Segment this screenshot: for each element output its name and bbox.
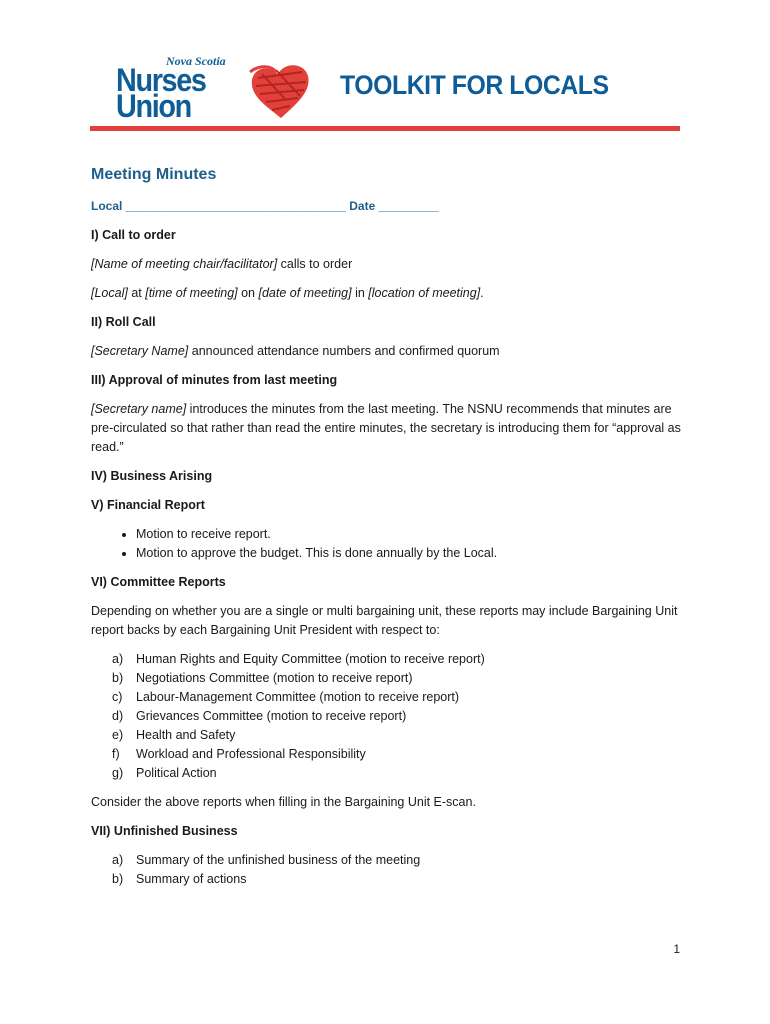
heart-scribble-icon — [246, 60, 316, 122]
local-date-line: Local _________________________________ Date _________ — [91, 199, 439, 213]
page-number: 1 — [673, 942, 680, 956]
list-item — [91, 726, 681, 745]
placeholder-location: [location of meeting] — [368, 286, 481, 300]
call-to-order-text: calls to order — [277, 257, 353, 271]
section-heading-committee-reports: VI) Committee Reports — [91, 575, 226, 589]
approval-paragraph — [91, 400, 681, 457]
list-item — [91, 669, 681, 688]
list-item: • Motion to approve the budget. This is done annually by the Local. — [136, 544, 681, 563]
connector-text: in — [351, 286, 369, 300]
nsnu-logo — [112, 54, 352, 126]
list-marker: f) — [112, 747, 120, 761]
header-divider — [90, 126, 680, 131]
list-text: Political Action — [136, 766, 217, 780]
committee-list — [91, 650, 681, 783]
list-text: Workload and Professional Responsibility — [136, 747, 366, 761]
section-heading-roll-call: II) Roll Call — [91, 315, 156, 329]
list-marker: a) — [112, 853, 124, 867]
unfinished-list — [91, 851, 681, 889]
section-heading-call-to-order: I) Call to order — [91, 228, 176, 242]
list-marker: a) — [112, 652, 124, 666]
list-item — [91, 707, 681, 726]
toolkit-title: TOOLKIT FOR LOCALS — [340, 70, 609, 100]
list-item — [91, 745, 681, 764]
logo-tagline: Nova Scotia — [166, 54, 226, 68]
call-to-order-line-2 — [91, 284, 681, 303]
list-text: Health and Safety — [136, 728, 236, 742]
list-marker: c) — [112, 690, 123, 704]
placeholder-secretary: [Secretary Name] — [91, 344, 189, 358]
committee-intro: Depending on whether you are a single or multi bargaining unit, these reports may include Bargaining Unit report backs by each Bargaining Unit President with respect to: — [91, 604, 678, 637]
section-heading-business-arising: IV) Business Arising — [91, 469, 213, 483]
list-item — [91, 650, 681, 669]
list-text: Grievances Committee (motion to receive report) — [136, 709, 407, 723]
placeholder-local: [Local] — [91, 286, 128, 300]
roll-call-text: announced attendance numbers and confirmed quorum — [188, 344, 500, 358]
section-heading-financial-report: V) Financial Report — [91, 498, 205, 512]
list-item: • Motion to receive report. — [136, 525, 681, 544]
committee-note: Consider the above reports when filling in the Bargaining Unit E-scan. — [91, 795, 476, 809]
connector-text: . — [480, 286, 484, 300]
placeholder-date: [date of meeting] — [258, 286, 352, 300]
list-text: Human Rights and Equity Committee (motion to receive report) — [136, 652, 485, 666]
logo-word-nurses: Nurses — [116, 62, 206, 98]
list-marker: g) — [112, 766, 124, 780]
document-body — [91, 160, 681, 899]
call-to-order-line-1 — [91, 255, 681, 274]
list-item — [91, 764, 681, 783]
list-text: Labour-Management Committee (motion to receive report) — [136, 690, 460, 704]
connector-text: at — [127, 286, 146, 300]
list-text: Negotiations Committee (motion to receive report) — [136, 671, 413, 685]
list-item — [91, 851, 681, 870]
placeholder-chair: [Name of meeting chair/facilitator] — [91, 257, 278, 271]
approval-text: introduces the minutes from the last meeting. The NSNU recommends that minutes are pre-circulated so that rather than read the entire minutes, the secretary is introducing them for “approval as read.” — [91, 402, 681, 454]
list-text: Summary of actions — [136, 872, 247, 886]
list-item — [91, 870, 681, 889]
list-text: Summary of the unfinished business of the meeting — [136, 853, 421, 867]
placeholder-secretary: [Secretary name] — [91, 402, 187, 416]
list-item — [91, 688, 681, 707]
page-header — [90, 48, 680, 132]
list-marker: d) — [112, 709, 124, 723]
document-title: Meeting Minutes — [91, 166, 217, 183]
section-heading-unfinished-business: VII) Unfinished Business — [91, 824, 238, 838]
placeholder-time: [time of meeting] — [145, 286, 238, 300]
connector-text: on — [237, 286, 259, 300]
section-heading-approval: III) Approval of minutes from last meeting — [91, 373, 338, 387]
list-marker: e) — [112, 728, 124, 742]
financial-bullets — [91, 525, 681, 563]
list-marker: b) — [112, 671, 124, 685]
logo-word-union: Union — [116, 88, 191, 124]
roll-call-line — [91, 342, 681, 361]
list-marker: b) — [112, 872, 124, 886]
